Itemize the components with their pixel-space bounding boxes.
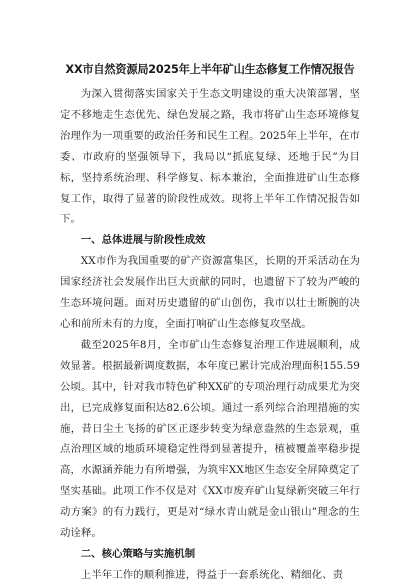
document-title: XX市自然资源局2025年上半年矿山生态修复工作情况报告 [65, 63, 355, 76]
strategy-paragraph: 上半年工作的顺利推进，得益于一套系统化、精细化、责 [80, 568, 344, 581]
section-heading-strategy: 二、核心策略与实施机制 [80, 547, 196, 560]
intro-paragraph: 为深入贯彻落实国家关于生态文明建设的重大决策部署，坚定不移地走生态优先、绿色发展之路，我市将矿山生态环境修复治理作为一项重要的政治任务和民生工程。2025年上半年，在市委、市政府的坚强领导下，我局以“抓底复绿、还地于民”为目标，坚持系统治理、科学修复、标本兼治，全面推进矿山生态修复工作，取得了显著的阶段性成效。现将上半年工作情况报告如下。 [60, 88, 360, 226]
section-heading-progress: 一、总体进展与阶段性成效 [80, 234, 206, 247]
progress-paragraph-results: 截至2025年8月，全市矿山生态修复治理工作进展顺利，成效显著。根据最新调度数据，本年度已累计完成治理面积155.59公顷。其中，针对我市特色矿种XX矿的专项治理行动成果尤为突出，已完成修复面积达82.6公顷。通过一系列综合治理措施的实施，昔日尘土飞扬的矿区正逐步转变为绿意盎然的生态景观，重点治理区域的地质环境稳定性得到显著提升，植被覆盖率稳步提高，水源涵养能力有所增强，为筑牢XX地区生态安全屏障奠定了坚实基础。此项工作不仅是对《XX市废弃矿山复绿新突破三年行动方案》的有力践行，更是对“绿水青山就是金山银山”理念的生动诠释。 [60, 338, 360, 540]
progress-paragraph-background: XX市作为我国重要的矿产资源富集区，长期的开采活动在为国家经济社会发展作出巨大贡献的同时，也遗留下了较为严峻的生态环境问题。面对历史遗留的矿山创伤，我市以壮士断腕的决心和前所未有的力度，全面打响矿山生态修复攻坚战。 [60, 255, 360, 330]
